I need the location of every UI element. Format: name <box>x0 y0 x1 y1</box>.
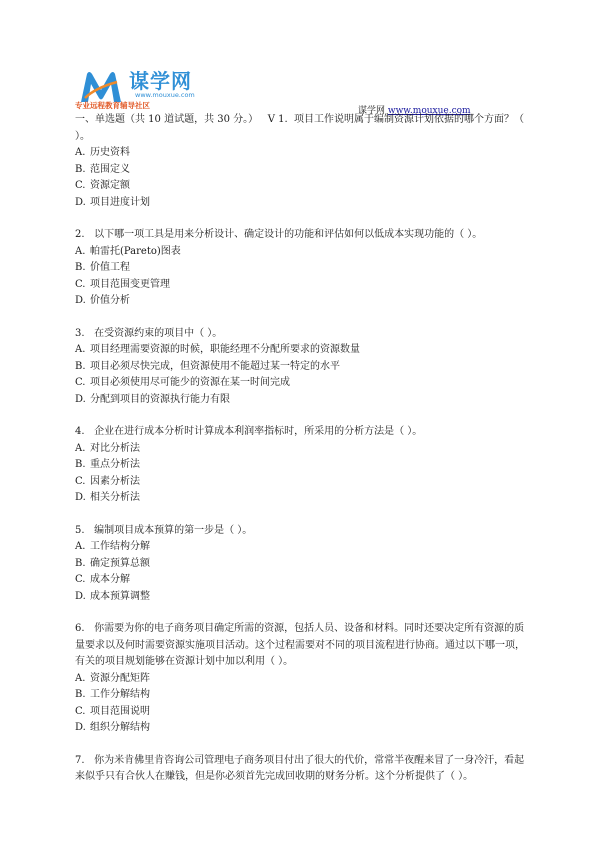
option-text: 工作分解结构 <box>90 689 150 700</box>
option-letter: C. <box>75 180 86 191</box>
question-stem <box>75 112 528 145</box>
option-text: 帕雷托(Pareto)图表 <box>90 245 181 257</box>
answer-option[interactable] <box>75 589 528 606</box>
answer-option[interactable] <box>75 671 528 688</box>
answer-option[interactable] <box>75 195 528 212</box>
option-text: 因素分析法 <box>90 475 140 487</box>
question <box>75 523 528 606</box>
page-header <box>75 62 535 114</box>
option-letter: C. <box>75 475 86 487</box>
question-text: 在受资源约束的项目中（ ）。 <box>94 327 223 339</box>
answer-option[interactable] <box>75 539 528 556</box>
option-letter: C. <box>75 705 86 717</box>
option-text: 项目范围变更管理 <box>90 278 170 290</box>
answer-option[interactable] <box>75 162 528 179</box>
answer-option[interactable] <box>75 556 528 573</box>
question-text: 你为米肯佛里肯咨询公司管理电子商务项目付出了很大的代价，常常半夜醒来冒了一身冷汗，看起来似乎只有合伙人在赚钱，但是你必须首先完成回收期的财务分析。这个分析提供了（ ）。 <box>75 754 525 782</box>
answer-option[interactable] <box>75 277 528 294</box>
answer-option[interactable] <box>75 687 528 704</box>
answer-option[interactable] <box>75 704 528 721</box>
question-stem <box>75 424 528 441</box>
question-stem <box>75 523 528 540</box>
question-number: 3. <box>75 327 85 339</box>
answer-option[interactable] <box>75 490 528 507</box>
option-text: 相关分析法 <box>90 492 140 503</box>
answer-option[interactable] <box>75 342 528 359</box>
answer-option[interactable] <box>75 145 528 162</box>
option-letter: D. <box>75 295 86 306</box>
option-text: 资源定额 <box>90 180 130 191</box>
option-text: 历史资料 <box>90 147 130 158</box>
logo-slogan: 专业远程教育辅导社区 <box>75 101 150 110</box>
m-swoosh-logo-icon <box>79 68 123 104</box>
answer-option[interactable] <box>75 457 528 474</box>
question <box>75 621 528 737</box>
option-letter: A. <box>75 147 86 158</box>
site-ref-url[interactable]: www.mouxue.com <box>387 106 471 116</box>
option-letter: D. <box>75 492 86 503</box>
question-number: V 1. <box>267 114 288 125</box>
option-letter: A. <box>75 245 86 257</box>
option-text: 项目必须使用尽可能少的资源在某一时间完成 <box>90 377 290 388</box>
answer-option[interactable] <box>75 392 528 409</box>
option-text: 价值工程 <box>90 262 130 273</box>
option-text: 分配到项目的资源执行能力有限 <box>90 393 230 405</box>
answer-option[interactable] <box>75 293 528 310</box>
question-number: 2. <box>75 229 85 240</box>
option-text: 工作结构分解 <box>90 541 150 552</box>
option-text: 组织分解结构 <box>90 722 150 733</box>
option-letter: B. <box>75 163 86 175</box>
question <box>75 424 528 507</box>
question <box>75 112 528 211</box>
option-text: 确定预算总额 <box>90 557 150 569</box>
option-letter: D. <box>75 196 86 208</box>
option-text: 价值分析 <box>90 295 130 306</box>
option-letter: D. <box>75 393 86 405</box>
option-letter: B. <box>75 262 86 273</box>
site-ref-label: 谋学网 <box>358 106 386 116</box>
question-text: 你需要为你的电子商务项目确定所需的资源，包括人员、设备和材料。同时还要决定所有资源的质量要求以及何时需要资源实施项目活动。这个过程需要对不同的项目流程进行协商。通过以下哪一项，有关的项目规划能够在资源计划中加以利用（ ）。 <box>75 623 525 667</box>
option-letter: A. <box>75 344 86 355</box>
answer-option[interactable] <box>75 474 528 491</box>
option-text: 对比分析法 <box>90 442 140 454</box>
option-letter: B. <box>75 689 86 700</box>
question-text: 编制项目成本预算的第一步是（ ）。 <box>94 524 253 536</box>
option-text: 项目经理需要资源的时候，职能经理不分配所要求的资源数量 <box>90 344 360 355</box>
option-letter: B. <box>75 557 86 569</box>
logo-name: 谋学网 <box>129 69 192 93</box>
option-text: 项目范围说明 <box>90 705 150 717</box>
option-text: 项目必须尽快完成，但资源使用不能超过某一特定的水平 <box>90 360 340 372</box>
option-letter: A. <box>75 442 86 454</box>
option-text: 成本预算调整 <box>90 590 150 602</box>
question-number: 4. <box>75 426 85 437</box>
option-letter: C. <box>75 377 86 388</box>
option-letter: D. <box>75 722 86 733</box>
option-letter: B. <box>75 459 86 470</box>
answer-option[interactable] <box>75 375 528 392</box>
option-letter: A. <box>75 541 86 552</box>
question <box>75 227 528 310</box>
question-stem <box>75 227 528 244</box>
question-number: 7. <box>75 754 85 766</box>
answer-option[interactable] <box>75 441 528 458</box>
question-number: 6. <box>75 623 85 634</box>
answer-option[interactable] <box>75 720 528 737</box>
section-title: 一、单选题（共 10 道试题，共 30 分。） <box>75 114 259 125</box>
question-stem <box>75 753 528 786</box>
option-text: 项目进度计划 <box>90 196 150 208</box>
option-letter: B. <box>75 360 86 372</box>
question-stem <box>75 326 528 343</box>
question-text: 以下哪一项工具是用来分析设计、确定设计的功能和评估如何以低成本实现功能的（ ）。 <box>94 229 483 240</box>
logo-domain: www.mouxue.com <box>135 91 195 99</box>
mouxue-logo <box>75 62 245 112</box>
question-text: 企业在进行成本分析时计算成本利润率指标时，所采用的分析方法是（ ）。 <box>94 426 423 437</box>
answer-option[interactable] <box>75 244 528 261</box>
question-text: 项目工作说明属于编制资源计划依据的哪个方面？（ ）。 <box>75 114 525 142</box>
answer-option[interactable] <box>75 178 528 195</box>
answer-option[interactable] <box>75 359 528 376</box>
document-body <box>75 112 528 802</box>
question-stem <box>75 621 528 671</box>
answer-option[interactable] <box>75 572 528 589</box>
option-text: 范围定义 <box>90 163 130 175</box>
question <box>75 753 528 786</box>
question-number: 5. <box>75 524 85 536</box>
option-text: 资源分配矩阵 <box>90 672 150 684</box>
question <box>75 326 528 409</box>
option-letter: A. <box>75 672 86 684</box>
option-letter: C. <box>75 574 86 585</box>
answer-option[interactable] <box>75 260 528 277</box>
option-letter: C. <box>75 278 86 290</box>
option-letter: D. <box>75 590 86 602</box>
option-text: 成本分解 <box>90 574 130 585</box>
option-text: 重点分析法 <box>90 459 140 470</box>
